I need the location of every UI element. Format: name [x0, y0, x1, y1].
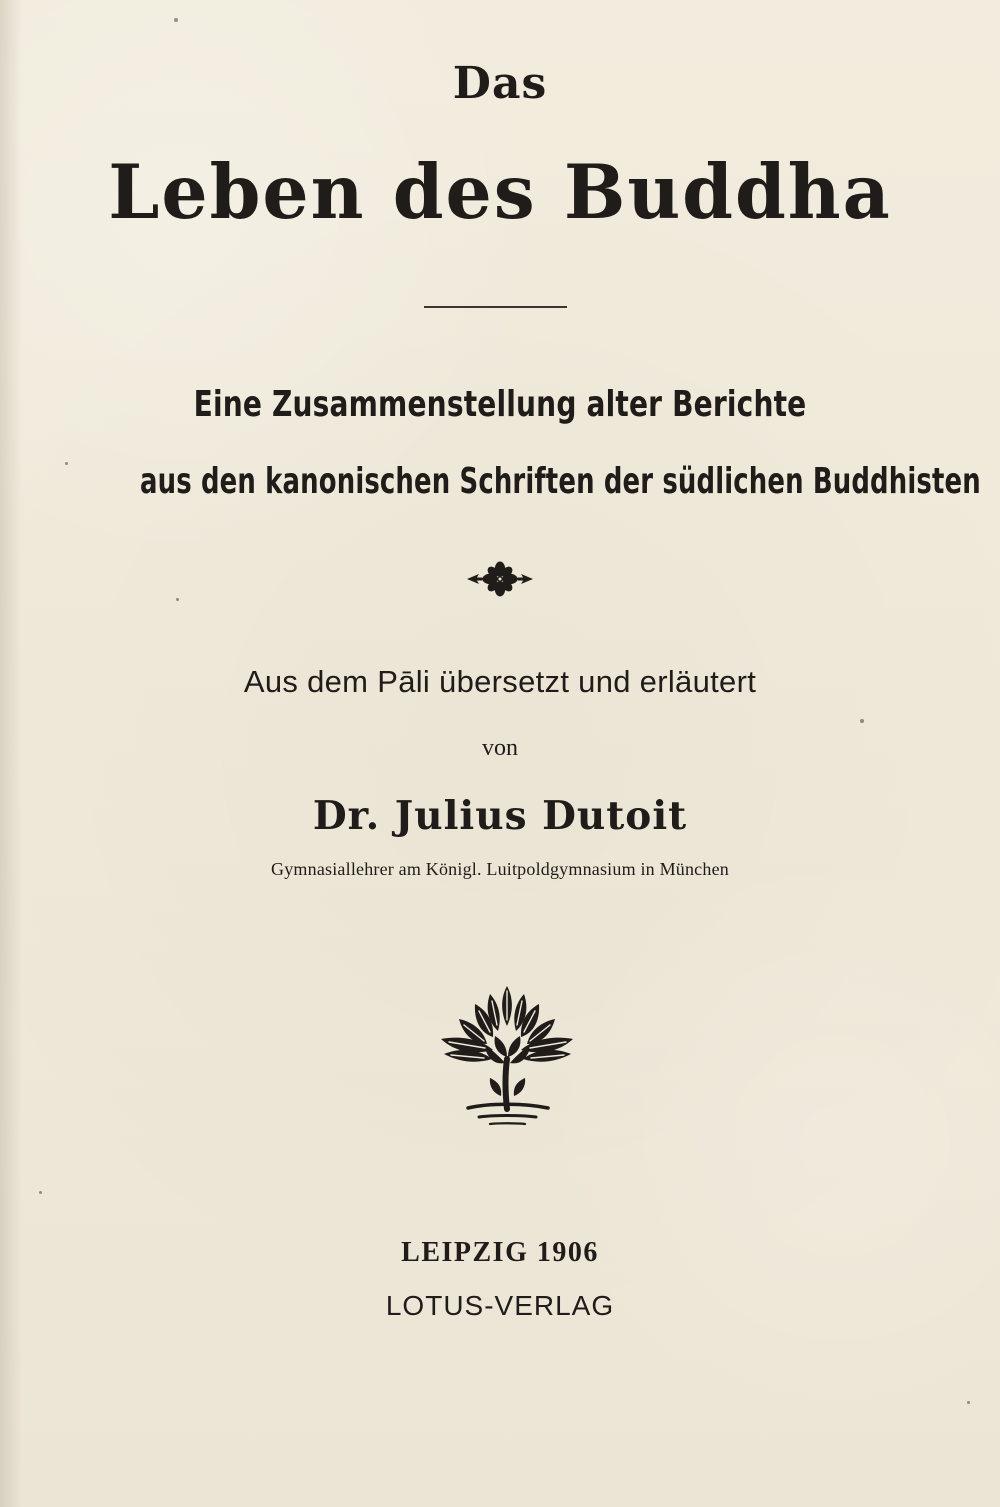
translation-line: Aus dem Pāli übersetzt und erläutert	[243, 664, 757, 699]
subtitle-line-1: Eine Zusammenstellung alter Berichte	[193, 384, 807, 425]
flower-ornament-icon	[462, 559, 538, 599]
publisher-name: LOTUS-VERLAG	[385, 1290, 615, 1321]
author-affiliation: Gymnasiallehrer am Königl. Luitpoldgymnasium in München	[271, 859, 729, 879]
title-rule	[424, 306, 567, 308]
paper-speck	[860, 719, 864, 723]
paper-speck	[176, 598, 179, 601]
title-line-1: Das	[452, 58, 548, 109]
paper-speck	[174, 18, 178, 22]
subtitle-line-2: aus den kanonischen Schriften der südlichen Buddhisten	[140, 461, 981, 502]
author-name: Dr. Julius Dutoit	[312, 793, 688, 839]
lotus-icon	[435, 980, 580, 1130]
title-line-2: Leben des Buddha	[108, 148, 892, 236]
publication-place-year: LEIPZIG 1906	[401, 1237, 599, 1268]
by-line: von	[482, 735, 518, 761]
paper-speck	[65, 462, 68, 465]
paper-speck	[39, 1191, 42, 1194]
paper-speck	[967, 1401, 970, 1404]
